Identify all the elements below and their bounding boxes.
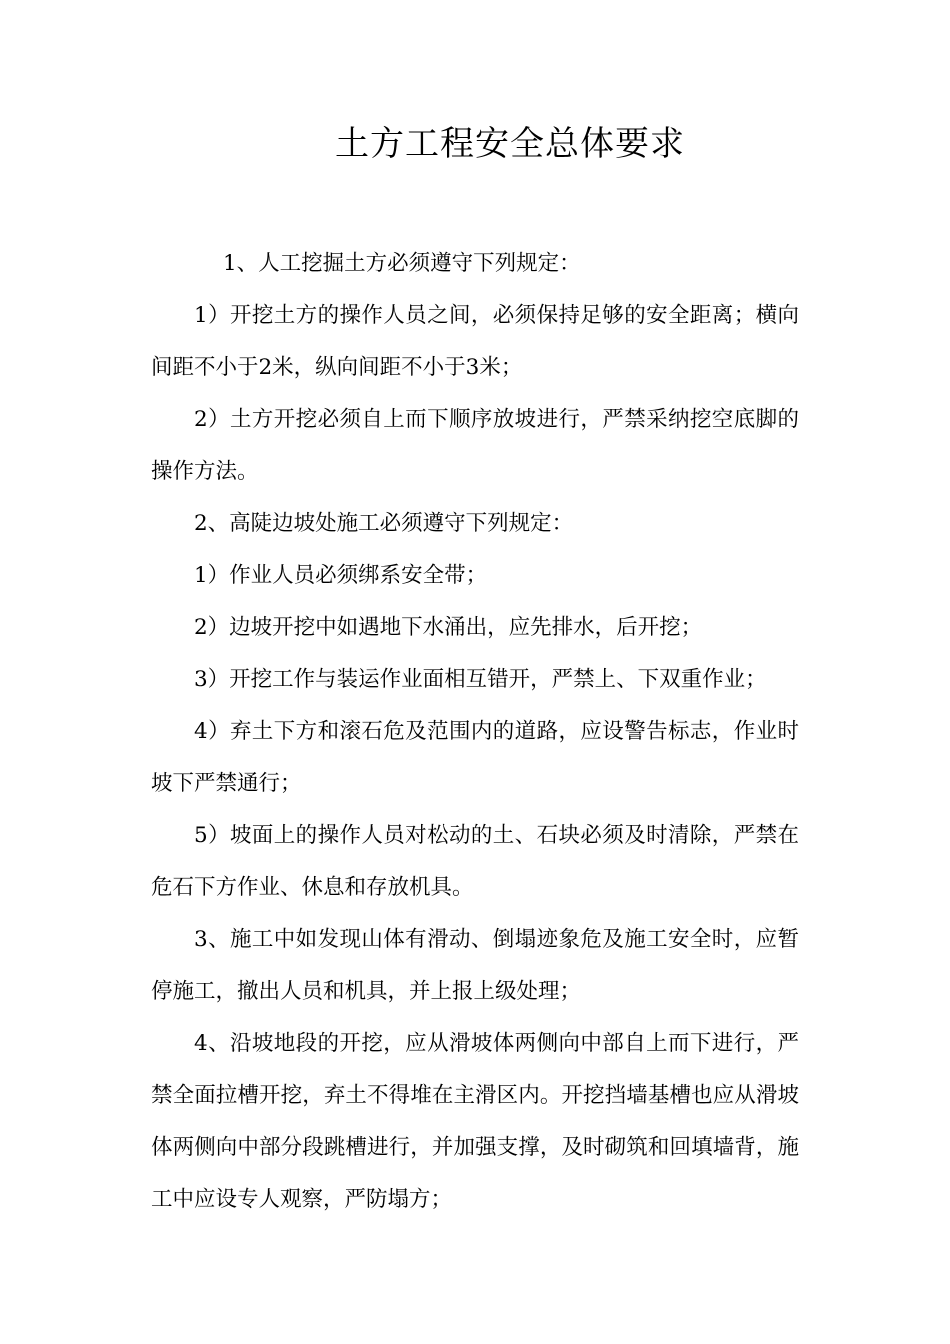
- paragraph-4: 2、高陡边坡处施工必须遵守下列规定：: [194, 511, 574, 536]
- document-body: [151, 238, 799, 1226]
- paragraph-11: 4、沿坡地段的开挖，应从滑坡体两侧向中部自上而下进行，严禁全面拉槽开挖，弃土不得堆在主滑区内。开挖挡墙基槽也应从滑坡体两侧向中部分段跳槽进行，并加强支撑，及时砌筑和回填墙背，施工中应设专人观察，严防塌方；: [151, 1031, 799, 1212]
- paragraph-1: 1、人工挖掘土方必须遵守下列规定：: [223, 251, 581, 276]
- paragraph-2: 1）开挖土方的操作人员之间，必须保持足够的安全距离；横向间距不小于2米，纵向间距不小于3米；: [151, 303, 799, 380]
- paragraph-5: 1）作业人员必须绑系安全带；: [194, 563, 488, 588]
- paragraph-3: 2）土方开挖必须自上而下顺序放坡进行，严禁采纳挖空底脚的操作方法。: [151, 407, 799, 484]
- paragraph-9: 5）坡面上的操作人员对松动的土、石块必须及时清除，严禁在危石下方作业、休息和存放机具。: [151, 823, 799, 900]
- document-title: 土方工程安全总体要求: [335, 124, 685, 164]
- paragraph-8: 4）弃土下方和滚石危及范围内的道路，应设警告标志，作业时坡下严禁通行；: [151, 719, 799, 796]
- paragraph-10: 3、施工中如发现山体有滑动、倒塌迹象危及施工安全时，应暂停施工，撤出人员和机具，并上报上级处理；: [151, 927, 799, 1004]
- paragraph-7: 3）开挖工作与装运作业面相互错开，严禁上、下双重作业；: [194, 667, 767, 692]
- paragraph-6: 2）边坡开挖中如遇地下水涌出，应先排水，后开挖；: [194, 615, 703, 640]
